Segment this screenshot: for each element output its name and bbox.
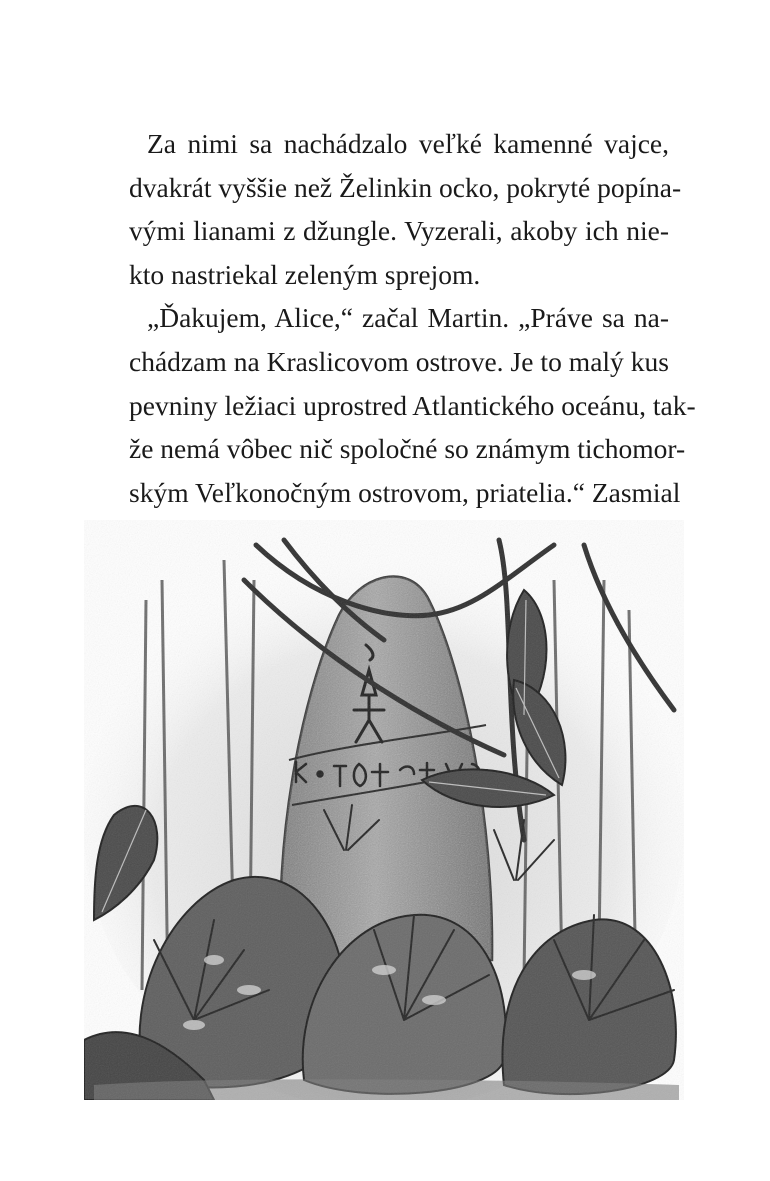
text-line: dvakrát vyššie než Želinkin ocko, pokryté popína-: [129, 171, 682, 203]
body-text: [129, 122, 696, 514]
text-line: ským Veľkonočným ostrovom, priatelia.“ Zasmial: [129, 476, 681, 508]
jungle-stone-egg-illustration: [84, 520, 684, 1100]
text-line: chádzam na Kraslicovom ostrove. Je to malý kus: [129, 345, 669, 377]
text-line: vými lianami z džungle. Vyzerali, akoby ich nie-: [129, 215, 669, 247]
text-line: pevniny ležiaci uprostred Atlantického oceánu, tak-: [129, 389, 696, 421]
text-line: Za nimi sa nachádzalo veľké kamenné vajce,: [147, 128, 669, 159]
text-line: „Ďakujem, Alice,“ začal Martin. „Práve sa na-: [147, 302, 669, 334]
text-line: kto nastriekal zeleným sprejom.: [129, 258, 481, 290]
text-line: že nemá vôbec nič spoločné so známym tichomor-: [129, 433, 686, 465]
